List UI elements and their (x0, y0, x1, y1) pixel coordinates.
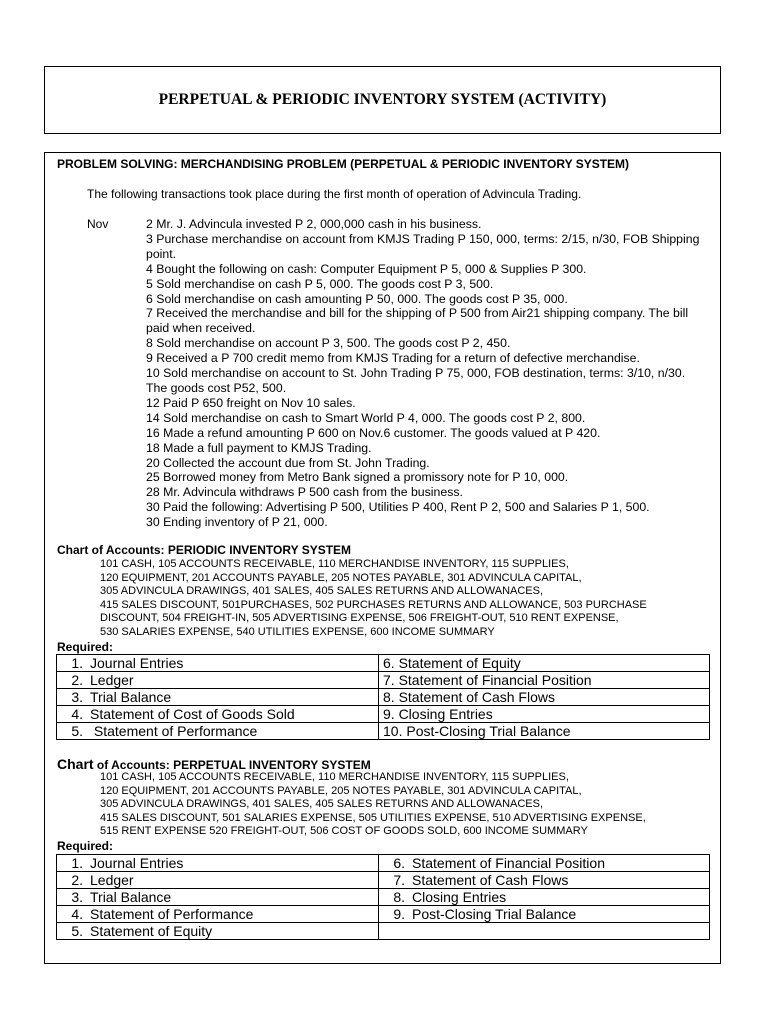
account-line: DISCOUNT, 504 FREIGHT-IN, 505 ADVERTISING EXPENSE, 506 FREIGHT-OUT, 510 RENT EXPENSE, (100, 612, 619, 624)
item-number: 3. (71, 689, 83, 705)
item-number: 1. (71, 855, 83, 871)
item-number: 5. (71, 923, 83, 939)
item-label: Statement of Performance (90, 906, 254, 922)
table-row (57, 889, 710, 906)
transaction-line: 5 Sold merchandise on cash P 5, 000. The goods cost P 3, 500. (146, 276, 494, 291)
transaction-line: paid when received. (146, 321, 256, 336)
item-label: 8. Statement of Cash Flows (383, 689, 555, 705)
table-cell (57, 655, 379, 672)
table-row (57, 689, 710, 706)
account-line: 515 RENT EXPENSE 520 FREIGHT-OUT, 506 COST OF GOODS SOLD, 600 INCOME SUMMARY (100, 825, 588, 837)
item-number: 2. (71, 672, 83, 688)
item-number: 4. (71, 706, 83, 722)
item-label: Journal Entries (90, 855, 184, 871)
month-label: Nov (87, 217, 109, 231)
item-label: Statement of Cash Flows (412, 872, 569, 888)
transaction-line: 14 Sold merchandise on cash to Smart World P 4, 000. The goods cost P 2, 800. (146, 410, 586, 425)
transaction-line: 7 Received the merchandise and bill for the shipping of P 500 from Air21 shipping company. The bill (146, 306, 689, 321)
item-label: Ledger (90, 672, 134, 688)
table-cell (57, 872, 379, 889)
item-number: 9. (393, 906, 405, 922)
perpetual-heading-rest: of Accounts: PERPETUAL INVENTORY SYSTEM (93, 758, 371, 772)
table-cell (379, 906, 710, 923)
table-cell (379, 672, 710, 689)
title-box (44, 66, 721, 134)
problem-intro: The following transactions took place during the first month of operation of Advincula Trading. (87, 187, 582, 201)
periodic-chart-heading: Chart of Accounts: PERIODIC INVENTORY SYSTEM (57, 543, 352, 557)
table-cell (57, 706, 379, 723)
item-number: 3. (71, 889, 83, 905)
account-line: 101 CASH, 105 ACCOUNTS RECEIVABLE, 110 MERCHANDISE INVENTORY, 115 SUPPLIES, (100, 771, 569, 783)
item-number: 5. (71, 723, 83, 739)
transaction-line: point. (146, 246, 177, 261)
account-line: 305 ADVINCULA DRAWINGS, 401 SALES, 405 SALES RETURNS AND ALLOWANACES, (100, 798, 544, 810)
item-label: Statement of Equity (90, 923, 213, 939)
item-label: Ledger (90, 872, 134, 888)
periodic-required-label: Required: (57, 640, 114, 654)
periodic-accounts-list (100, 558, 647, 639)
table-cell (57, 672, 379, 689)
transaction-line: 12 Paid P 650 freight on Nov 10 sales. (146, 395, 356, 410)
item-label: Statement of Cost of Goods Sold (90, 706, 295, 722)
table-row (57, 855, 710, 872)
transaction-line: 16 Made a refund amounting P 600 on Nov.6 customer. The goods valued at P 420. (146, 425, 601, 440)
transaction-line: The goods cost P52, 500. (146, 380, 287, 395)
perpetual-required-label: Required: (57, 839, 114, 853)
table-cell (379, 723, 710, 740)
page-title: PERPETUAL & PERIODIC INVENTORY SYSTEM (ACTIVITY) (158, 91, 607, 108)
item-number: 8. (393, 889, 405, 905)
table-cell (57, 923, 379, 940)
table-row (57, 872, 710, 889)
table-row (57, 655, 710, 672)
transaction-line: 30 Ending inventory of P 21, 000. (146, 515, 328, 530)
table-cell (57, 723, 379, 740)
item-label: Trial Balance (90, 889, 172, 905)
item-label: Trial Balance (90, 689, 172, 705)
transaction-line: 30 Paid the following: Advertising P 500, Utilities P 400, Rent P 2, 500 and Salaries P 1, 500. (146, 500, 650, 515)
table-cell (379, 855, 710, 872)
account-line: 415 SALES DISCOUNT, 501 SALARIES EXPENSE, 505 UTILITIES EXPENSE, 510 ADVERTISING EXPENSE, (100, 811, 646, 824)
table-row (57, 906, 710, 923)
account-line: 530 SALARIES EXPENSE, 540 UTILITIES EXPENSE, 600 INCOME SUMMARY (100, 625, 495, 638)
transaction-list (146, 217, 716, 530)
perpetual-required-table (56, 854, 710, 940)
table-row (57, 672, 710, 689)
table-row (57, 723, 710, 740)
item-number: 7. (393, 872, 405, 888)
account-line: 120 EQUIPMENT, 201 ACCOUNTS PAYABLE, 205 NOTES PAYABLE, 301 ADVINCULA CAPITAL, (100, 784, 582, 797)
table-cell (57, 855, 379, 872)
account-line: 101 CASH, 105 ACCOUNTS RECEIVABLE, 110 MERCHANDISE INVENTORY, 115 SUPPLIES, (100, 558, 569, 570)
item-label: Statement of Financial Position (412, 855, 605, 871)
item-number: 6. (393, 855, 405, 871)
transaction-line: 25 Borrowed money from Metro Bank signed a promissory note for P 10, 000. (146, 470, 569, 485)
perpetual-accounts-list (100, 771, 646, 839)
table-cell (379, 689, 710, 706)
item-label: 7. Statement of Financial Position (383, 672, 592, 688)
account-line: 415 SALES DISCOUNT, 501PURCHASES, 502 PURCHASES RETURNS AND ALLOWANCE, 503 PURCHASE (100, 598, 647, 611)
table-cell (379, 655, 710, 672)
table-cell (57, 889, 379, 906)
transaction-line: 3 Purchase merchandise on account from KMJS Trading P 150, 000, terms: 2/15, n/30, FOB Shipping (146, 231, 700, 246)
transaction-line: 10 Sold merchandise on account to St. John Trading P 75, 000, FOB destination, terms: 3/10, n/30. (146, 366, 686, 381)
table-cell (379, 872, 710, 889)
table-cell (57, 689, 379, 706)
table-row (57, 923, 710, 940)
transaction-line: 8 Sold merchandise on account P 3, 500. The goods cost P 2, 450. (146, 336, 511, 351)
problem-heading: PROBLEM SOLVING: MERCHANDISING PROBLEM (PERPETUAL & PERIODIC INVENTORY SYSTEM) (57, 157, 630, 171)
table-cell (379, 923, 710, 940)
table-cell (379, 706, 710, 723)
item-label: 6. Statement of Equity (383, 655, 521, 671)
item-number: 2. (71, 872, 83, 888)
transaction-line: 28 Mr. Advincula withdraws P 500 cash from the business. (146, 485, 463, 500)
table-cell (57, 906, 379, 923)
item-label: 10. Post-Closing Trial Balance (383, 723, 571, 739)
item-number: 4. (71, 906, 83, 922)
item-number: 1. (71, 655, 83, 671)
item-label: Closing Entries (412, 889, 507, 905)
transaction-line: 6 Sold merchandise on cash amounting P 50, 000. The goods cost P 35, 000. (146, 291, 568, 306)
item-label: Post-Closing Trial Balance (412, 906, 577, 922)
item-label: 9. Closing Entries (383, 706, 493, 722)
transaction-line: 18 Made a full payment to KMJS Trading. (146, 440, 372, 455)
transaction-line: 9 Received a P 700 credit memo from KMJS Trading for a return of defective merchandise. (146, 351, 640, 366)
perpetual-heading-prefix: Chart (57, 756, 94, 772)
periodic-required-table (56, 654, 710, 740)
item-label: Statement of Performance (93, 723, 258, 739)
item-label: Journal Entries (90, 655, 184, 671)
account-line: 120 EQUIPMENT, 201 ACCOUNTS PAYABLE, 205 NOTES PAYABLE, 301 ADVINCULA CAPITAL, (100, 571, 582, 584)
transaction-line: 20 Collected the account due from St. John Trading. (146, 455, 430, 470)
transaction-line: 4 Bought the following on cash: Computer Equipment P 5, 000 & Supplies P 300. (146, 261, 587, 276)
account-line: 305 ADVINCULA DRAWINGS, 401 SALES, 405 SALES RETURNS AND ALLOWANACES, (100, 585, 544, 597)
table-row (57, 706, 710, 723)
transaction-line: 2 Mr. J. Advincula invested P 2, 000,000 cash in his business. (146, 217, 482, 231)
table-cell (379, 889, 710, 906)
